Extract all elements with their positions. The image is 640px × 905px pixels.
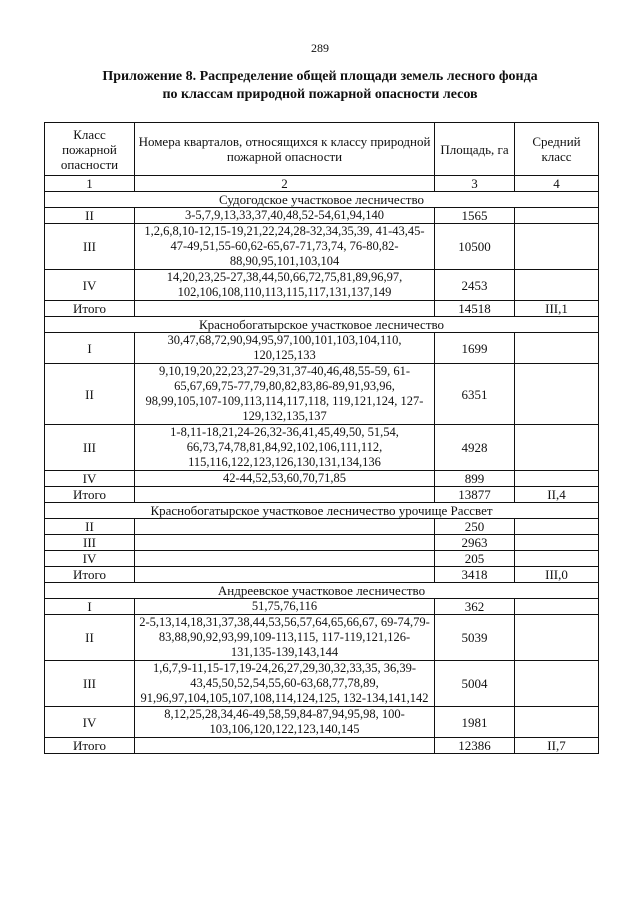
quarter-numbers-cell bbox=[135, 535, 435, 551]
section-name: Андреевское участковое лесничество bbox=[45, 583, 599, 599]
title-line-1: Приложение 8. Распределение общей площади земель лесного фонда bbox=[102, 69, 538, 84]
total-label: Итого bbox=[45, 738, 135, 754]
table-row bbox=[45, 599, 599, 615]
area-cell: 10500 bbox=[435, 224, 515, 270]
section-name: Краснобогатырское участковое лесничество урочище Рассвет bbox=[45, 503, 599, 519]
total-empty-cell bbox=[135, 738, 435, 754]
quarter-numbers-cell bbox=[135, 519, 435, 535]
total-avg-class: III,1 bbox=[515, 301, 599, 317]
column-number: 1 bbox=[45, 176, 135, 192]
header-area: Площадь, га bbox=[435, 123, 515, 176]
quarter-numbers-cell: 51,75,76,116 bbox=[135, 599, 435, 615]
quarter-numbers-cell: 42-44,52,53,60,70,71,85 bbox=[135, 471, 435, 487]
table-row bbox=[45, 270, 599, 301]
fire-class-cell: IV bbox=[45, 707, 135, 738]
total-empty-cell bbox=[135, 567, 435, 583]
fire-class-cell: II bbox=[45, 519, 135, 535]
fire-class-table bbox=[44, 122, 599, 754]
quarter-numbers-cell: 14,20,23,25-27,38,44,50,66,72,75,81,89,96,97, 102,106,108,110,113,115,117,131,137,149 bbox=[135, 270, 435, 301]
table-row bbox=[45, 471, 599, 487]
area-cell: 5039 bbox=[435, 615, 515, 661]
quarter-numbers-cell: 1-8,11-18,21,24-26,32-36,41,45,49,50, 51,54, 66,73,74,78,81,84,92,102,106,111,112, 115,116,122,123,126,130,131,134,136 bbox=[135, 425, 435, 471]
fire-class-cell: I bbox=[45, 599, 135, 615]
section-header-row bbox=[45, 317, 599, 333]
total-row bbox=[45, 738, 599, 754]
area-cell: 205 bbox=[435, 551, 515, 567]
area-cell: 5004 bbox=[435, 661, 515, 707]
avg-class-cell bbox=[515, 599, 599, 615]
table-row bbox=[45, 519, 599, 535]
fire-class-cell: IV bbox=[45, 270, 135, 301]
table-row bbox=[45, 425, 599, 471]
section-header-row bbox=[45, 583, 599, 599]
area-cell: 2453 bbox=[435, 270, 515, 301]
avg-class-cell bbox=[515, 707, 599, 738]
avg-class-cell bbox=[515, 471, 599, 487]
fire-class-cell: IV bbox=[45, 471, 135, 487]
fire-class-cell: II bbox=[45, 364, 135, 425]
total-area: 13877 bbox=[435, 487, 515, 503]
quarter-numbers-cell: 30,47,68,72,90,94,95,97,100,101,103,104,110, 120,125,133 bbox=[135, 333, 435, 364]
table-row bbox=[45, 208, 599, 224]
area-cell: 2963 bbox=[435, 535, 515, 551]
column-number: 2 bbox=[135, 176, 435, 192]
quarter-numbers-cell: 9,10,19,20,22,23,27-29,31,37-40,46,48,55-59, 61-65,67,69,75-77,79,80,82,83,86-89,91,93,96, 98,99,105,107-109,113,114,117,118, 119,121,124, 127-129,132,135,137 bbox=[135, 364, 435, 425]
avg-class-cell bbox=[515, 615, 599, 661]
fire-class-cell: III bbox=[45, 425, 135, 471]
avg-class-cell bbox=[515, 551, 599, 567]
section-header-row bbox=[45, 192, 599, 208]
fire-class-cell: III bbox=[45, 224, 135, 270]
area-cell: 4928 bbox=[435, 425, 515, 471]
total-avg-class: II,4 bbox=[515, 487, 599, 503]
avg-class-cell bbox=[515, 535, 599, 551]
avg-class-cell bbox=[515, 661, 599, 707]
total-label: Итого bbox=[45, 487, 135, 503]
area-cell: 1699 bbox=[435, 333, 515, 364]
total-avg-class: II,7 bbox=[515, 738, 599, 754]
area-cell: 250 bbox=[435, 519, 515, 535]
header-avg-class: Средний класс bbox=[515, 123, 599, 176]
fire-class-cell: I bbox=[45, 333, 135, 364]
avg-class-cell bbox=[515, 425, 599, 471]
total-label: Итого bbox=[45, 567, 135, 583]
page-number: 289 bbox=[311, 41, 329, 55]
area-cell: 1981 bbox=[435, 707, 515, 738]
quarter-numbers-cell: 3-5,7,9,13,33,37,40,48,52-54,61,94,140 bbox=[135, 208, 435, 224]
table-row bbox=[45, 333, 599, 364]
total-row bbox=[45, 301, 599, 317]
fire-class-cell: II bbox=[45, 615, 135, 661]
total-label: Итого bbox=[45, 301, 135, 317]
page-title bbox=[40, 68, 600, 104]
fire-class-cell: III bbox=[45, 661, 135, 707]
avg-class-cell bbox=[515, 208, 599, 224]
header-quarters: Номера кварталов, относящихся к классу природной пожарной опасности bbox=[135, 123, 435, 176]
table-row bbox=[45, 224, 599, 270]
total-area: 12386 bbox=[435, 738, 515, 754]
avg-class-cell bbox=[515, 364, 599, 425]
table-row bbox=[45, 661, 599, 707]
section-header-row bbox=[45, 503, 599, 519]
avg-class-cell bbox=[515, 519, 599, 535]
total-area: 14518 bbox=[435, 301, 515, 317]
section-name: Судогодское участковое лесничество bbox=[45, 192, 599, 208]
area-cell: 362 bbox=[435, 599, 515, 615]
area-cell: 899 bbox=[435, 471, 515, 487]
column-number: 4 bbox=[515, 176, 599, 192]
table-row bbox=[45, 364, 599, 425]
table-row bbox=[45, 615, 599, 661]
header-class: Класс пожарной опасности bbox=[45, 123, 135, 176]
total-row bbox=[45, 487, 599, 503]
section-name: Краснобогатырское участковое лесничество bbox=[45, 317, 599, 333]
avg-class-cell bbox=[515, 333, 599, 364]
quarter-numbers-cell: 1,2,6,8,10-12,15-19,21,22,24,28-32,34,35,39, 41-43,45-47-49,51,55-60,62-65,67-71,73,74, 76-80,82-88,90,95,101,103,104 bbox=[135, 224, 435, 270]
quarter-numbers-cell bbox=[135, 551, 435, 567]
fire-class-cell: IV bbox=[45, 551, 135, 567]
total-empty-cell bbox=[135, 487, 435, 503]
total-row bbox=[45, 567, 599, 583]
quarter-numbers-cell: 1,6,7,9-11,15-17,19-24,26,27,29,30,32,33,35, 36,39-43,45,50,52,54,55,60-63,68,77,78,89, 91,96,97,104,105,107,108,114,124,125, 132-134,141,142 bbox=[135, 661, 435, 707]
quarter-numbers-cell: 8,12,25,28,34,46-49,58,59,84-87,94,95,98, 100-103,106,120,122,123,140,145 bbox=[135, 707, 435, 738]
column-number-row bbox=[45, 176, 599, 192]
avg-class-cell bbox=[515, 270, 599, 301]
table-row bbox=[45, 707, 599, 738]
area-cell: 1565 bbox=[435, 208, 515, 224]
column-number: 3 bbox=[435, 176, 515, 192]
total-empty-cell bbox=[135, 301, 435, 317]
fire-class-cell: III bbox=[45, 535, 135, 551]
table-row bbox=[45, 535, 599, 551]
total-avg-class: III,0 bbox=[515, 567, 599, 583]
header-row bbox=[45, 123, 599, 176]
table-row bbox=[45, 551, 599, 567]
fire-class-cell: II bbox=[45, 208, 135, 224]
total-area: 3418 bbox=[435, 567, 515, 583]
quarter-numbers-cell: 2-5,13,14,18,31,37,38,44,53,56,57,64,65,66,67, 69-74,79-83,88,90,92,93,99,109-113,115, 117-119,121,126-131,135-139,143,144 bbox=[135, 615, 435, 661]
area-cell: 6351 bbox=[435, 364, 515, 425]
title-line-2: по классам природной пожарной опасности лесов bbox=[162, 87, 478, 102]
avg-class-cell bbox=[515, 224, 599, 270]
